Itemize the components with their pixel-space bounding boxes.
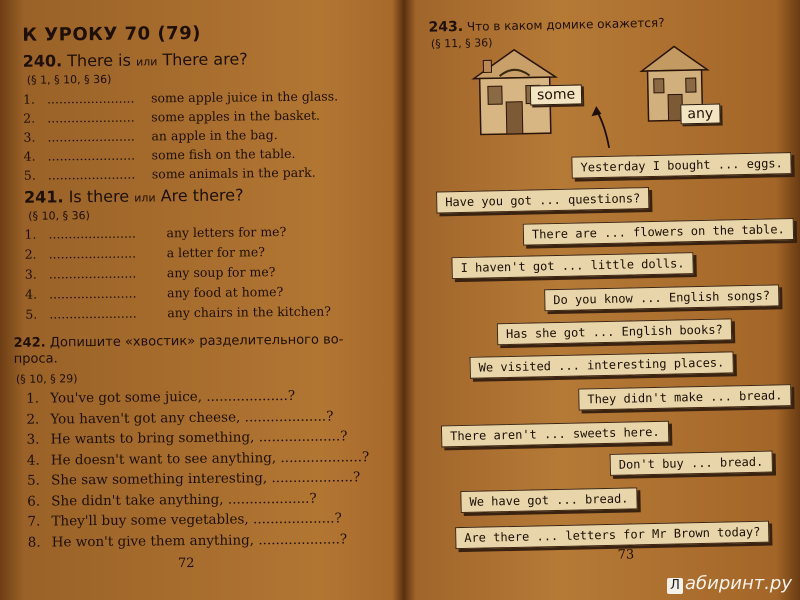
house-label-some: some (530, 84, 583, 105)
item-text: He won't give them anything, (51, 531, 255, 550)
exercise-or: или (135, 55, 158, 69)
exercise-242-ref: (§ 10, § 29) (15, 372, 78, 386)
answer-blank[interactable]: ................... (280, 448, 363, 466)
question-mark: ? (361, 448, 370, 465)
exercise-number: 241. (23, 187, 64, 207)
sentence-card[interactable]: Yesterday I bought ... eggs. (571, 152, 792, 179)
answer-blank[interactable]: ................... (252, 510, 335, 528)
item-text: You've got some juice, (50, 388, 203, 407)
exercise-option-b: Are there? (160, 185, 244, 206)
exercise-242-heading (14, 332, 374, 368)
answer-blank[interactable]: ................... (271, 469, 354, 487)
exercise-row (25, 283, 385, 302)
right-page (410, 0, 800, 590)
item-text: a letter for me? (166, 244, 266, 261)
question-mark: ? (326, 408, 334, 425)
exercise-row (26, 407, 386, 427)
exercise-241-ref: (§ 10, § 36) (28, 209, 90, 223)
exercise-option-b: There are? (162, 49, 248, 70)
item-text: any letters for me? (166, 224, 287, 241)
question-mark: ? (340, 428, 348, 445)
exercise-243-ref: (§ 11, § 36) (430, 36, 493, 51)
exercise-option-a: Is there (68, 186, 130, 207)
sentence-card[interactable]: Has she got ... English books? (497, 318, 732, 345)
item-number: 5. (25, 306, 38, 322)
page-number: 72 (177, 555, 195, 572)
item-number: 4. (26, 452, 40, 469)
answer-blank[interactable]: ................... (206, 388, 288, 405)
answer-blank[interactable]: ................... (244, 408, 327, 425)
item-number: 2. (23, 110, 36, 126)
question-mark: ? (352, 469, 361, 486)
exercise-row (24, 223, 384, 242)
exercise-number: 240. (22, 51, 63, 71)
sentence-card[interactable]: Are there ... letters for Mr Brown today? (455, 521, 770, 550)
item-text: He wants to bring something, (50, 429, 255, 448)
answer-blank[interactable]: ...................... (48, 245, 137, 262)
item-text: She didn't take anything, (51, 491, 224, 509)
question-mark: ? (287, 387, 296, 405)
exercise-row (26, 387, 386, 407)
left-page (0, 0, 404, 590)
item-text: They'll buy some vegetables, (51, 511, 249, 530)
exercise-row (27, 448, 387, 468)
exercise-title-line2: проса. (13, 351, 58, 367)
exercise-row (27, 510, 387, 530)
item-text: She saw something interesting, (50, 470, 268, 489)
exercise-row (25, 263, 385, 282)
exercise-row (27, 489, 387, 509)
exercise-row (24, 145, 384, 164)
item-text: any food at home? (166, 284, 284, 301)
sentence-card[interactable]: Don't buy ... bread. (610, 451, 773, 476)
item-number: 8. (27, 534, 41, 551)
item-number: 4. (23, 148, 36, 164)
house-label-any: any (680, 104, 720, 125)
exercise-240-heading (23, 49, 248, 70)
sentence-card[interactable]: I haven't got ... little dolls. (451, 252, 693, 279)
watermark (667, 573, 792, 594)
answer-blank[interactable]: ................... (258, 428, 341, 446)
arrow-icon (588, 104, 619, 153)
item-number: 2. (26, 411, 40, 428)
sentence-card[interactable]: Have you got ... questions? (436, 187, 649, 213)
answer-blank[interactable]: ...................... (46, 90, 135, 107)
answer-blank[interactable]: ...................... (47, 109, 135, 126)
exercise-row (28, 530, 388, 550)
item-number: 3. (26, 431, 40, 448)
sentence-card[interactable]: We have got ... bread. (460, 487, 637, 513)
exercise-row (24, 164, 384, 183)
sentence-card[interactable]: Do you know ... English songs? (544, 284, 779, 311)
item-number: 3. (23, 129, 36, 145)
item-text: any soup for me? (166, 264, 276, 281)
exercise-row (23, 107, 383, 126)
exercise-row (23, 88, 383, 107)
sentence-card[interactable]: We visited ... interesting places. (469, 351, 733, 379)
answer-blank[interactable]: ...................... (47, 128, 135, 145)
answer-blank[interactable]: ...................... (49, 305, 137, 322)
exercise-row (23, 126, 383, 145)
item-number: 6. (27, 493, 41, 510)
watermark-logo: Л (667, 578, 683, 594)
item-text: He doesn't want to see anything, (50, 449, 277, 468)
exercise-or: или (134, 191, 156, 205)
exercise-number: 242. (13, 335, 46, 351)
answer-blank[interactable]: ................... (227, 490, 310, 508)
answer-blank[interactable]: ...................... (48, 225, 136, 242)
item-number: 4. (25, 286, 38, 302)
answer-blank[interactable]: ................... (258, 530, 340, 548)
question-mark: ? (339, 530, 348, 547)
item-text: any chairs in the kitchen? (167, 303, 332, 321)
exercise-title-line1: Допишите «хвостик» разделительного во- (49, 332, 344, 351)
exercise-row (27, 428, 387, 448)
exercise-number: 243. (428, 18, 464, 36)
exercise-option-a: There is (67, 50, 132, 71)
page-number: 73 (617, 547, 635, 563)
question-mark: ? (309, 490, 317, 507)
item-number: 7. (27, 513, 41, 530)
exercise-241-heading (24, 185, 244, 206)
item-text: some animals in the park. (151, 164, 316, 182)
answer-blank[interactable]: ...................... (47, 147, 136, 164)
item-number: 1. (24, 226, 37, 242)
answer-blank[interactable]: ...................... (47, 166, 136, 183)
item-number: 5. (23, 167, 36, 183)
item-number: 2. (24, 246, 37, 262)
item-number: 1. (26, 390, 40, 407)
item-number: 5. (26, 472, 41, 489)
exercise-row (27, 469, 387, 489)
sentence-card[interactable]: They didn't make ... bread. (578, 384, 791, 410)
exercise-row (25, 303, 385, 322)
lesson-title: К УРОКУ 70 (79) (22, 22, 202, 46)
exercise-243-heading (428, 15, 664, 36)
item-text: some apple juice in the glass. (150, 88, 339, 106)
exercise-240-ref: (§ 1, § 10, § 36) (26, 72, 112, 87)
item-text: some fish on the table. (151, 145, 296, 163)
sentence-card[interactable]: There aren't ... sweets here. (441, 421, 669, 448)
item-number: 1. (22, 91, 36, 107)
watermark-text: абиринт.ру (684, 573, 792, 594)
item-text: some apples in the basket. (151, 107, 321, 125)
answer-blank[interactable]: ...................... (49, 285, 137, 302)
exercise-title: Что в каком домике окажется? (466, 15, 665, 34)
sentence-card[interactable]: There are ... flowers on the table. (523, 218, 794, 246)
item-number: 3. (24, 266, 37, 282)
answer-blank[interactable]: ...................... (48, 265, 137, 282)
item-text: You haven't got any cheese, (50, 409, 241, 427)
question-mark: ? (334, 510, 342, 527)
exercise-row (25, 243, 385, 262)
item-text: an apple in the bag. (151, 127, 278, 144)
